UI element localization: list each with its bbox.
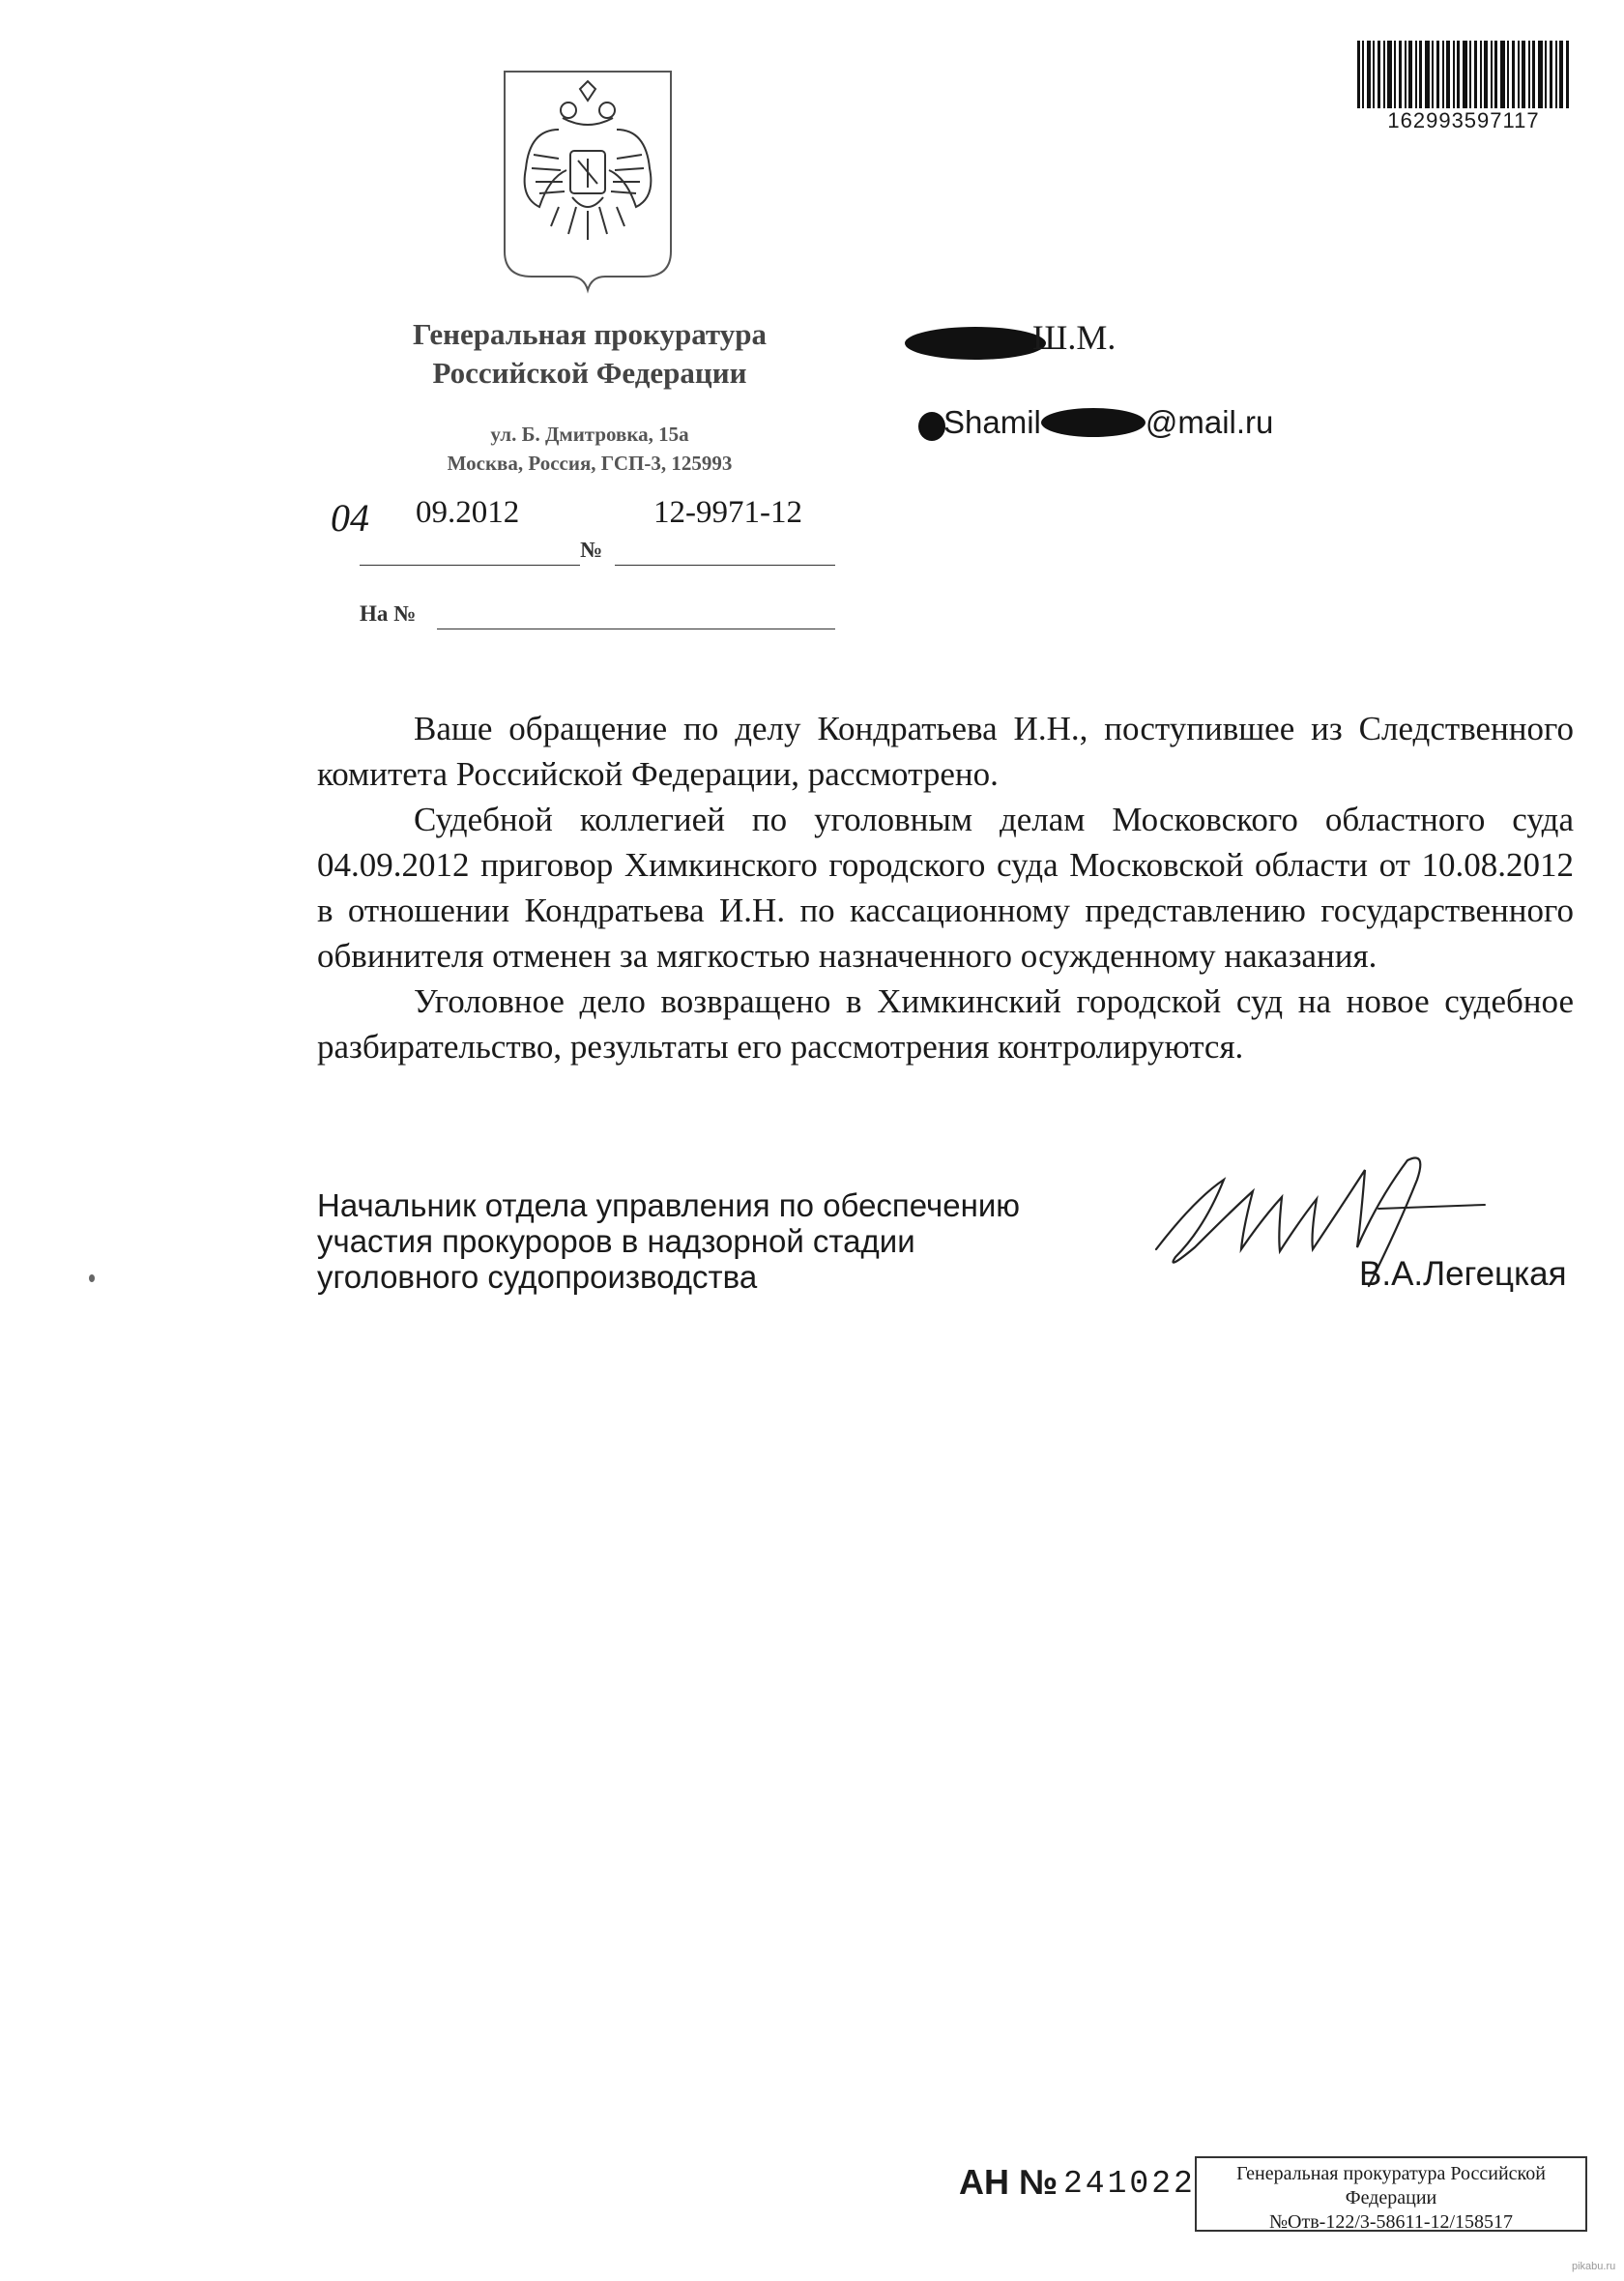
document-date: 09.2012 [416, 495, 520, 530]
date-underline [360, 565, 580, 566]
sender-organization [338, 315, 841, 393]
barcode-number: 162993597117 [1357, 108, 1570, 133]
email-suffix: @mail.ru [1145, 404, 1274, 440]
signatory-name: В.А.Легецкая [1359, 1255, 1567, 1293]
recipient-email [943, 404, 1273, 441]
letter-body [317, 706, 1574, 1069]
position-line: участия прокуроров в надзорной стадии [317, 1223, 915, 1259]
reply-to-label: На № [360, 601, 417, 626]
body-paragraph: Уголовное дело возвращено в Химкинский городской суд на новое судебное разбирательство, результаты его рассмотрения контролируются. [317, 982, 1574, 1066]
stamp-line: Федерации [1345, 2187, 1437, 2208]
sender-name-line: Российской Федерации [432, 356, 747, 390]
number-underline [615, 565, 835, 566]
redaction-blot [1041, 408, 1146, 437]
scan-speck [89, 1274, 95, 1282]
serial-number: 241022 [1063, 2166, 1196, 2202]
position-line: уголовного судопроизводства [317, 1259, 758, 1295]
registration-stamp [1195, 2156, 1587, 2232]
body-paragraph: Судебной коллегией по уголовным делам Московского областного суда 04.09.2012 приговор Химкинского городского суда Московской области от 10.08.2012 в отношении Кондратьева И.Н. по кассационному представлению государственного обвинителя отменен за мягкостью назначенного осужденному наказания. [317, 801, 1574, 975]
sender-address [367, 420, 812, 478]
sender-address-line: ул. Б. Дмитровка, 15а [490, 423, 689, 446]
body-paragraph: Ваше обращение по делу Кондратьева И.Н., поступившее из Следственного комитета Российской Федерации, рассмотрено. [317, 710, 1574, 793]
sender-name-line: Генеральная прокуратура [413, 317, 767, 351]
stamp-line: №Отв-122/3-58611-12/158517 [1268, 2211, 1514, 2233]
redaction-blot [918, 412, 945, 441]
serial-label: АН № [959, 2162, 1058, 2202]
handwritten-day: 04 [331, 496, 369, 540]
coat-of-arms-emblem-icon [491, 62, 684, 294]
email-prefix: Shamil [943, 404, 1041, 440]
position-line: Начальник отдела управления по обеспечению [317, 1187, 1021, 1223]
sender-address-line: Москва, Россия, ГСП-3, 125993 [447, 452, 733, 475]
watermark: pikabu.ru [1572, 2261, 1616, 2272]
stamp-line: Генеральная прокуратура Российской [1236, 2163, 1546, 2184]
signatory-position [317, 1187, 1110, 1295]
redaction-blot [905, 327, 1046, 360]
recipient-name: Ш.М. [1032, 318, 1116, 357]
number-sign: № [580, 538, 603, 562]
document-number: 12-9971-12 [653, 495, 802, 530]
